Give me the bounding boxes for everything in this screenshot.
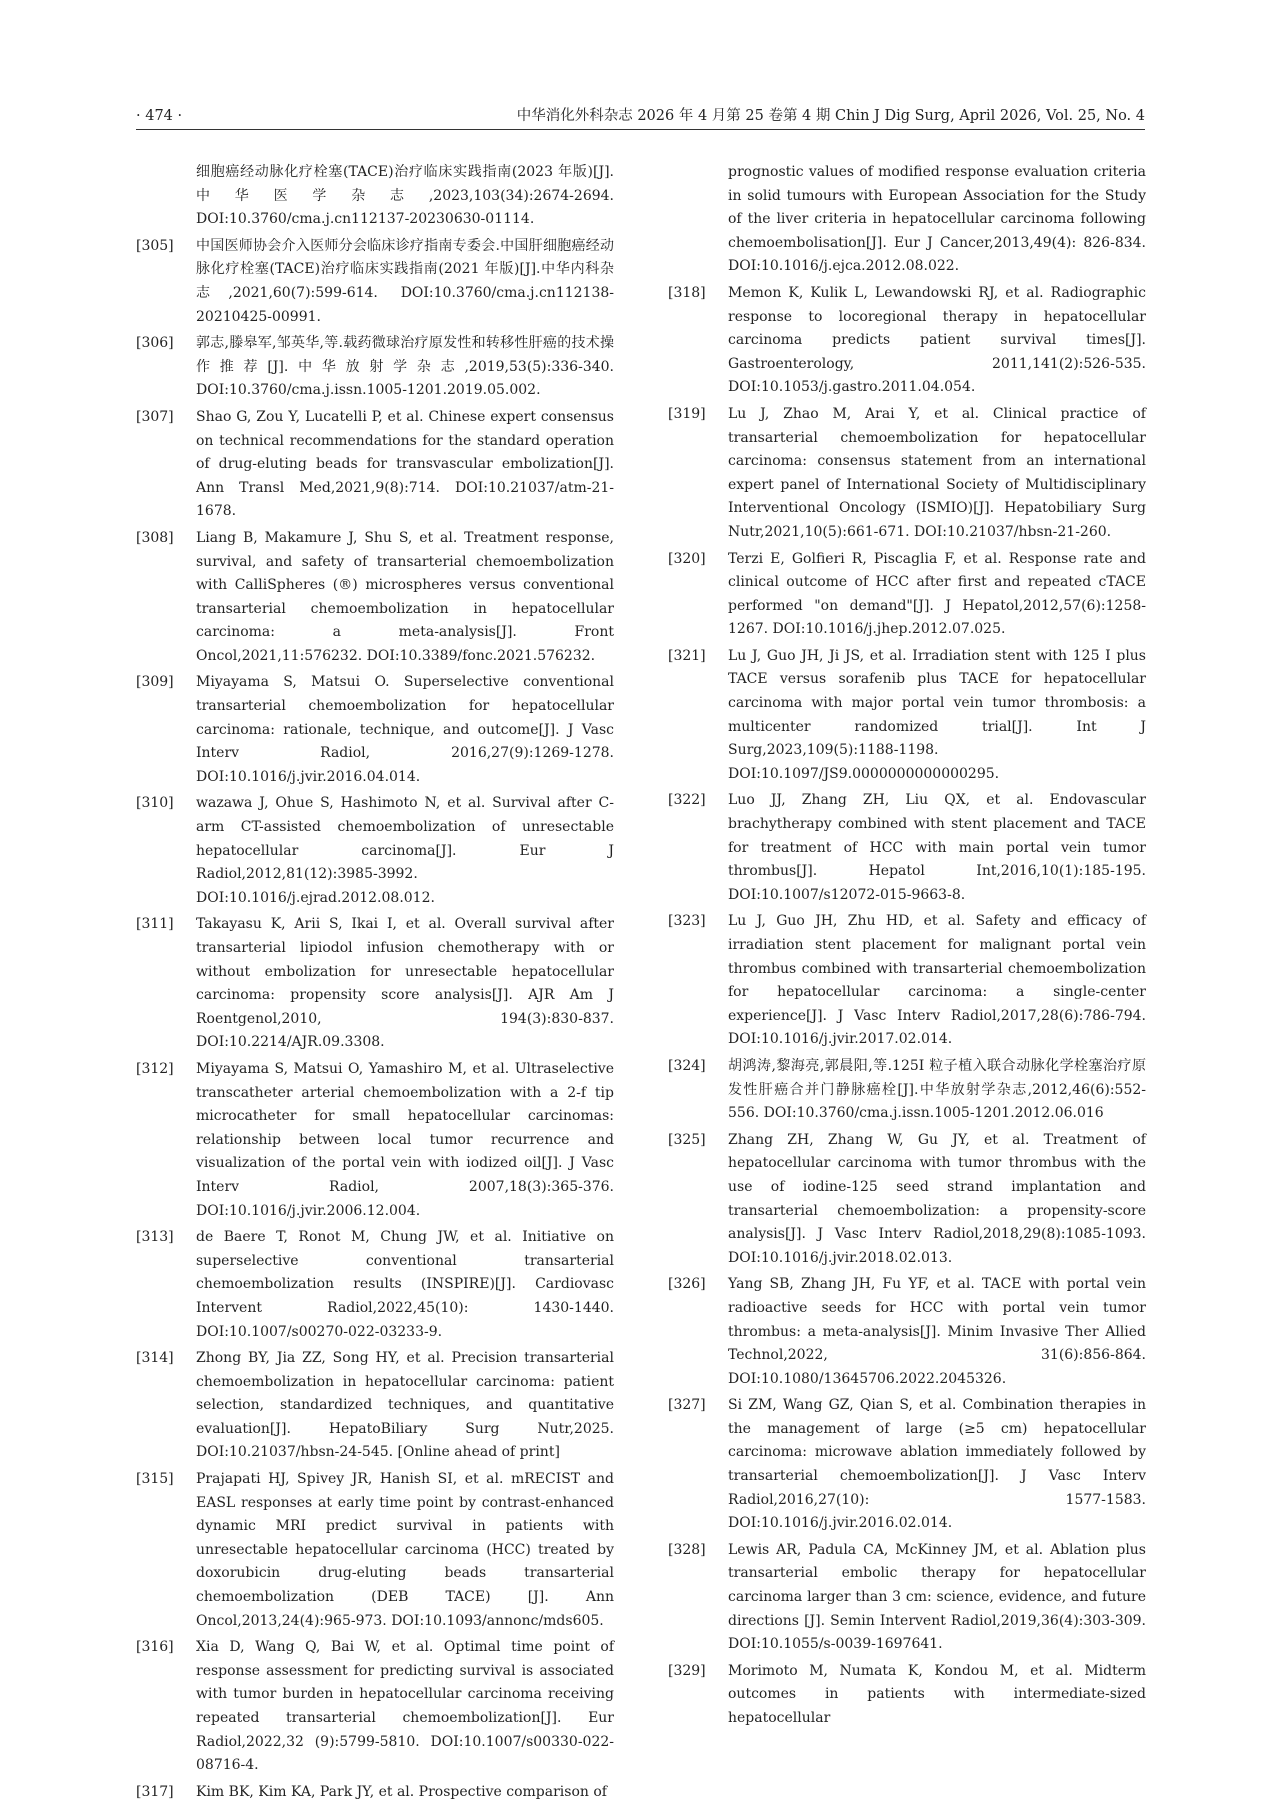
reference-number: [305]: [136, 237, 174, 254]
reference-text: Lu J, Zhao M, Arai Y, et al. Clinical practice of transarterial chemoembolization for hepatocellular carcinoma: consensus statement from an international expert panel of International Society of Multidisciplinary Interventional Oncology (ISMIO)[J]. Hepatobiliary Surg Nutr,2021,10(5):661-671. DOI:10.21037/hbsn-21-260.: [728, 405, 1146, 540]
reference-325: [668, 1129, 1146, 1271]
reference-317: [136, 1781, 614, 1805]
reference-text: Terzi E, Golfieri R, Piscaglia F, et al. Response rate and clinical outcome of HCC after first and repeated cTACE performed "on demand"[J]. J Hepatol,2012,57(6):1258-1267. DOI:10.1016/j.jhep.2012.07.025.: [728, 550, 1146, 638]
reference-number: [312]: [136, 1060, 174, 1077]
reference-319: [668, 403, 1146, 545]
reference-number: [320]: [668, 550, 706, 567]
reference-number: [328]: [668, 1541, 706, 1558]
reference-number: [311]: [136, 916, 174, 933]
reference-312: [136, 1058, 614, 1223]
reference-number: [327]: [668, 1397, 706, 1414]
reference-322: [668, 789, 1146, 907]
reference-text: Morimoto M, Numata K, Kondou M, et al. Midterm outcomes in patients with intermediate-sized hepatocellular: [728, 1662, 1146, 1726]
reference-309: [136, 671, 614, 789]
reference-number: [310]: [136, 795, 174, 812]
reference-311: [136, 913, 614, 1055]
reference-text: 细胞癌经动脉化疗栓塞(TACE)治疗临床实践指南(2023 年版)[J]. 中华医学杂志,2023,103(34):2674-2694. DOI:10.3760/cma.j.cn112137-20230630-01114.: [196, 164, 614, 228]
reference-number: [313]: [136, 1229, 174, 1246]
reference-text: Prajapati HJ, Spivey JR, Hanish SI, et al. mRECIST and EASL responses at early time point by contrast-enhanced dynamic MRI predict survival in patients with unresectable hepatocellular carcinoma (HCC) treated by doxorubicin drug-eluting beads transarterial chemoembolization (DEB TACE) [J]. Ann Oncol,2013,24(4):965-973. DOI:10.1093/annonc/mds605.: [196, 1471, 614, 1629]
reference-326: [668, 1273, 1146, 1391]
reference-number: [315]: [136, 1471, 174, 1488]
reference-308: [136, 527, 614, 669]
reference-text: Lu J, Guo JH, Zhu HD, et al. Safety and efficacy of irradiation stent placement for malignant portal vein thrombus combined with transarterial chemoembolization for hepatocellular carcinoma: a single-center experience[J]. J Vasc Interv Radiol,2017,28(6):786-794. DOI:10.1016/j.jvir.2017.02.014.: [728, 913, 1146, 1048]
reference-text: Kim BK, Kim KA, Park JY, et al. Prospective comparison of: [196, 1783, 607, 1800]
running-header: [136, 103, 1145, 130]
journal-info: 中华消化外科杂志 2026 年 4 月第 25 卷第 4 期 Chin J Dig Surg, April 2026, Vol. 25, No. 4: [516, 108, 1145, 124]
reference-continuation: [136, 161, 614, 232]
reference-text: Zhang ZH, Zhang W, Gu JY, et al. Treatment of hepatocellular carcinoma with tumor thrombus with the use of iodine-125 seed strand implantation and transarterial chemoembolization: a propensity-score analysis[J]. J Vasc Interv Radiol,2018,29(8):1085-1093. DOI:10.1016/j.jvir.2018.02.013.: [728, 1131, 1146, 1266]
reference-number: [317]: [136, 1783, 174, 1800]
reference-continuation: [668, 161, 1146, 279]
reference-327: [668, 1394, 1146, 1536]
reference-306: [136, 332, 614, 403]
reference-305: [136, 235, 614, 329]
reference-number: [318]: [668, 284, 706, 301]
reference-number: [316]: [136, 1639, 174, 1656]
reference-number: [323]: [668, 913, 706, 930]
reference-316: [136, 1636, 614, 1778]
reference-328: [668, 1539, 1146, 1657]
reference-number: [321]: [668, 647, 706, 664]
reference-310: [136, 792, 614, 910]
reference-number: [309]: [136, 674, 174, 691]
reference-text: Si ZM, Wang GZ, Qian S, et al. Combination therapies in the management of large (≥5 cm) hepatocellular carcinoma: microwave ablation immediately followed by transarterial chemoembolization[J]. J Vasc Interv Radiol,2016,27(10): 1577-1583. DOI:10.1016/j.jvir.2016.02.014.: [728, 1397, 1146, 1532]
reference-text: Luo JJ, Zhang ZH, Liu QX, et al. Endovascular brachytherapy combined with stent placement and TACE for treatment of HCC with main portal vein tumor thrombus[J]. Hepatol Int,2016,10(1):185-195. DOI:10.1007/s12072-015-9663-8.: [728, 792, 1146, 903]
reference-text: Shao G, Zou Y, Lucatelli P, et al. Chinese expert consensus on technical recommendations for the standard operation of drug-eluting beads for transvascular embolization[J]. Ann Transl Med,2021,9(8):714. DOI:10.21037/atm-21-1678.: [196, 408, 614, 520]
reference-329: [668, 1660, 1146, 1731]
reference-text: Lewis AR, Padula CA, McKinney JM, et al. Ablation plus transarterial embolic therapy for hepatocellular carcinoma larger than 3 cm: science, evidence, and future directions [J]. Semin Intervent Radiol,2019,36(4):303-309. DOI:10.1055/s-0039-1697641.: [728, 1541, 1146, 1653]
reference-324: [668, 1055, 1146, 1126]
reference-text: Takayasu K, Arii S, Ikai I, et al. Overall survival after transarterial lipiodol infusion chemotherapy with or without embolization for unresectable hepatocellular carcinoma: propensity score analysis[J]. AJR Am J Roentgenol,2010, 194(3):830-837. DOI:10.2214/AJR.09.3308.: [196, 916, 614, 1051]
reference-text: Liang B, Makamure J, Shu S, et al. Treatment response, survival, and safety of transarterial chemoembolization with CalliSpheres (®) microspheres versus conventional transarterial chemoembolization in hepatocellular carcinoma: a meta-analysis[J]. Front Oncol,2021,11:576232. DOI:10.3389/fonc.2021.576232.: [196, 529, 614, 664]
reference-315: [136, 1468, 614, 1633]
reference-number: [329]: [668, 1662, 706, 1679]
reference-text: 中国医师协会介入医师分会临床诊疗指南专委会.中国肝细胞癌经动脉化疗栓塞(TACE)治疗临床实践指南(2021 年版)[J].中华内科杂志,2021,60(7):599-614. DOI:10.3760/cma.j.cn112138-20210425-00991.: [196, 237, 614, 325]
reference-number: [314]: [136, 1350, 174, 1367]
right-column: [668, 161, 1146, 1734]
reference-number: [325]: [668, 1131, 706, 1148]
reference-number: [322]: [668, 792, 706, 809]
reference-text: Miyayama S, Matsui O. Superselective conventional transarterial chemoembolization for hepatocellular carcinoma: rationale, technique, and outcome[J]. J Vasc Interv Radiol, 2016,27(9):1269-1278. DOI:10.1016/j.jvir.2016.04.014.: [196, 674, 614, 785]
reference-text: 郭志,滕皋军,邹英华,等.载药微球治疗原发性和转移性肝癌的技术操作推荐[J].中华放射学杂志,2019,53(5):336-340. DOI:10.3760/cma.j.issn.1005-1201.2019.05.002.: [196, 335, 614, 399]
reference-number: [324]: [668, 1057, 706, 1074]
reference-318: [668, 282, 1146, 400]
reference-text: Yang SB, Zhang JH, Fu YF, et al. TACE with portal vein radioactive seeds for HCC with portal vein tumor thrombus: a meta-analysis[J]. Minim Invasive Ther Allied Technol,2022, 31(6):856-864. DOI:10.1080/13645706.2022.2045326.: [728, 1276, 1146, 1387]
reference-313: [136, 1226, 614, 1344]
reference-text: Lu J, Guo JH, Ji JS, et al. Irradiation stent with 125 I plus TACE versus sorafenib plus TACE for hepatocellular carcinoma with major portal vein tumor thrombosis: a multicenter randomized trial[J]. Int J Surg,2023,109(5):1188-1198. DOI:10.1097/JS9.0000000000000295.: [728, 647, 1146, 782]
reference-number: [326]: [668, 1276, 706, 1293]
reference-number: [308]: [136, 529, 174, 546]
reference-321: [668, 645, 1146, 787]
reference-314: [136, 1347, 614, 1465]
reference-text: 胡鸿涛,黎海亮,郭晨阳,等.125I 粒子植入联合动脉化学栓塞治疗原发性肝癌合并门静脉癌栓[J].中华放射学杂志,2012,46(6):552-556. DOI:10.3760/cma.j.issn.1005-1201.2012.06.016: [728, 1057, 1146, 1122]
reference-number: [307]: [136, 408, 174, 425]
reference-text: wazawa J, Ohue S, Hashimoto N, et al. Survival after C-arm CT-assisted chemoembolization of unresectable hepatocellular carcinoma[J]. Eur J Radiol,2012,81(12):3985-3992. DOI:10.1016/j.ejrad.2012.08.012.: [196, 795, 614, 906]
reference-307: [136, 406, 614, 524]
left-column: [136, 161, 614, 1807]
reference-320: [668, 548, 1146, 642]
reference-text: Zhong BY, Jia ZZ, Song HY, et al. Precision transarterial chemoembolization in hepatocellular carcinoma: patient selection, standardized techniques, and quantitative evaluation[J]. HepatoBiliary Surg Nutr,2025. DOI:10.21037/hbsn-24-545. [Online ahead of print]: [196, 1350, 614, 1461]
reference-text: prognostic values of modified response evaluation criteria in solid tumours with European Association for the Study of the liver criteria in hepatocellular carcinoma following chemoembolisation[J]. Eur J Cancer,2013,49(4): 826-834. DOI:10.1016/j.ejca.2012.08.022.: [728, 164, 1146, 275]
reference-number: [306]: [136, 335, 174, 352]
reference-text: Xia D, Wang Q, Bai W, et al. Optimal time point of response assessment for predicting survival is associated with tumor burden in hepatocellular carcinoma receiving repeated transarterial chemoembolization[J]. Eur Radiol,2022,32 (9):5799-5810. DOI:10.1007/s00330-022-08716-4.: [196, 1639, 614, 1774]
reference-323: [668, 910, 1146, 1052]
reference-number: [319]: [668, 405, 706, 422]
reference-text: de Baere T, Ronot M, Chung JW, et al. Initiative on superselective conventional transarterial chemoembolization results (INSPIRE)[J]. Cardiovasc Intervent Radiol,2022,45(10): 1430-1440. DOI:10.1007/s00270-022-03233-9.: [196, 1229, 614, 1340]
page-number: · 474 ·: [136, 108, 183, 124]
reference-text: Memon K, Kulik L, Lewandowski RJ, et al. Radiographic response to locoregional therapy in hepatocellular carcinoma predicts patient survival times[J]. Gastroenterology, 2011,141(2):526-535. DOI:10.1053/j.gastro.2011.04.054.: [728, 284, 1146, 396]
reference-text: Miyayama S, Matsui O, Yamashiro M, et al. Ultraselective transcatheter arterial chemoembolization with a 2-f tip microcatheter for small hepatocellular carcinomas: relationship between local tumor recurrence and visualization of the portal vein with iodized oil[J]. J Vasc Interv Radiol, 2007,18(3):365-376. DOI:10.1016/j.jvir.2006.12.004.: [196, 1060, 614, 1219]
